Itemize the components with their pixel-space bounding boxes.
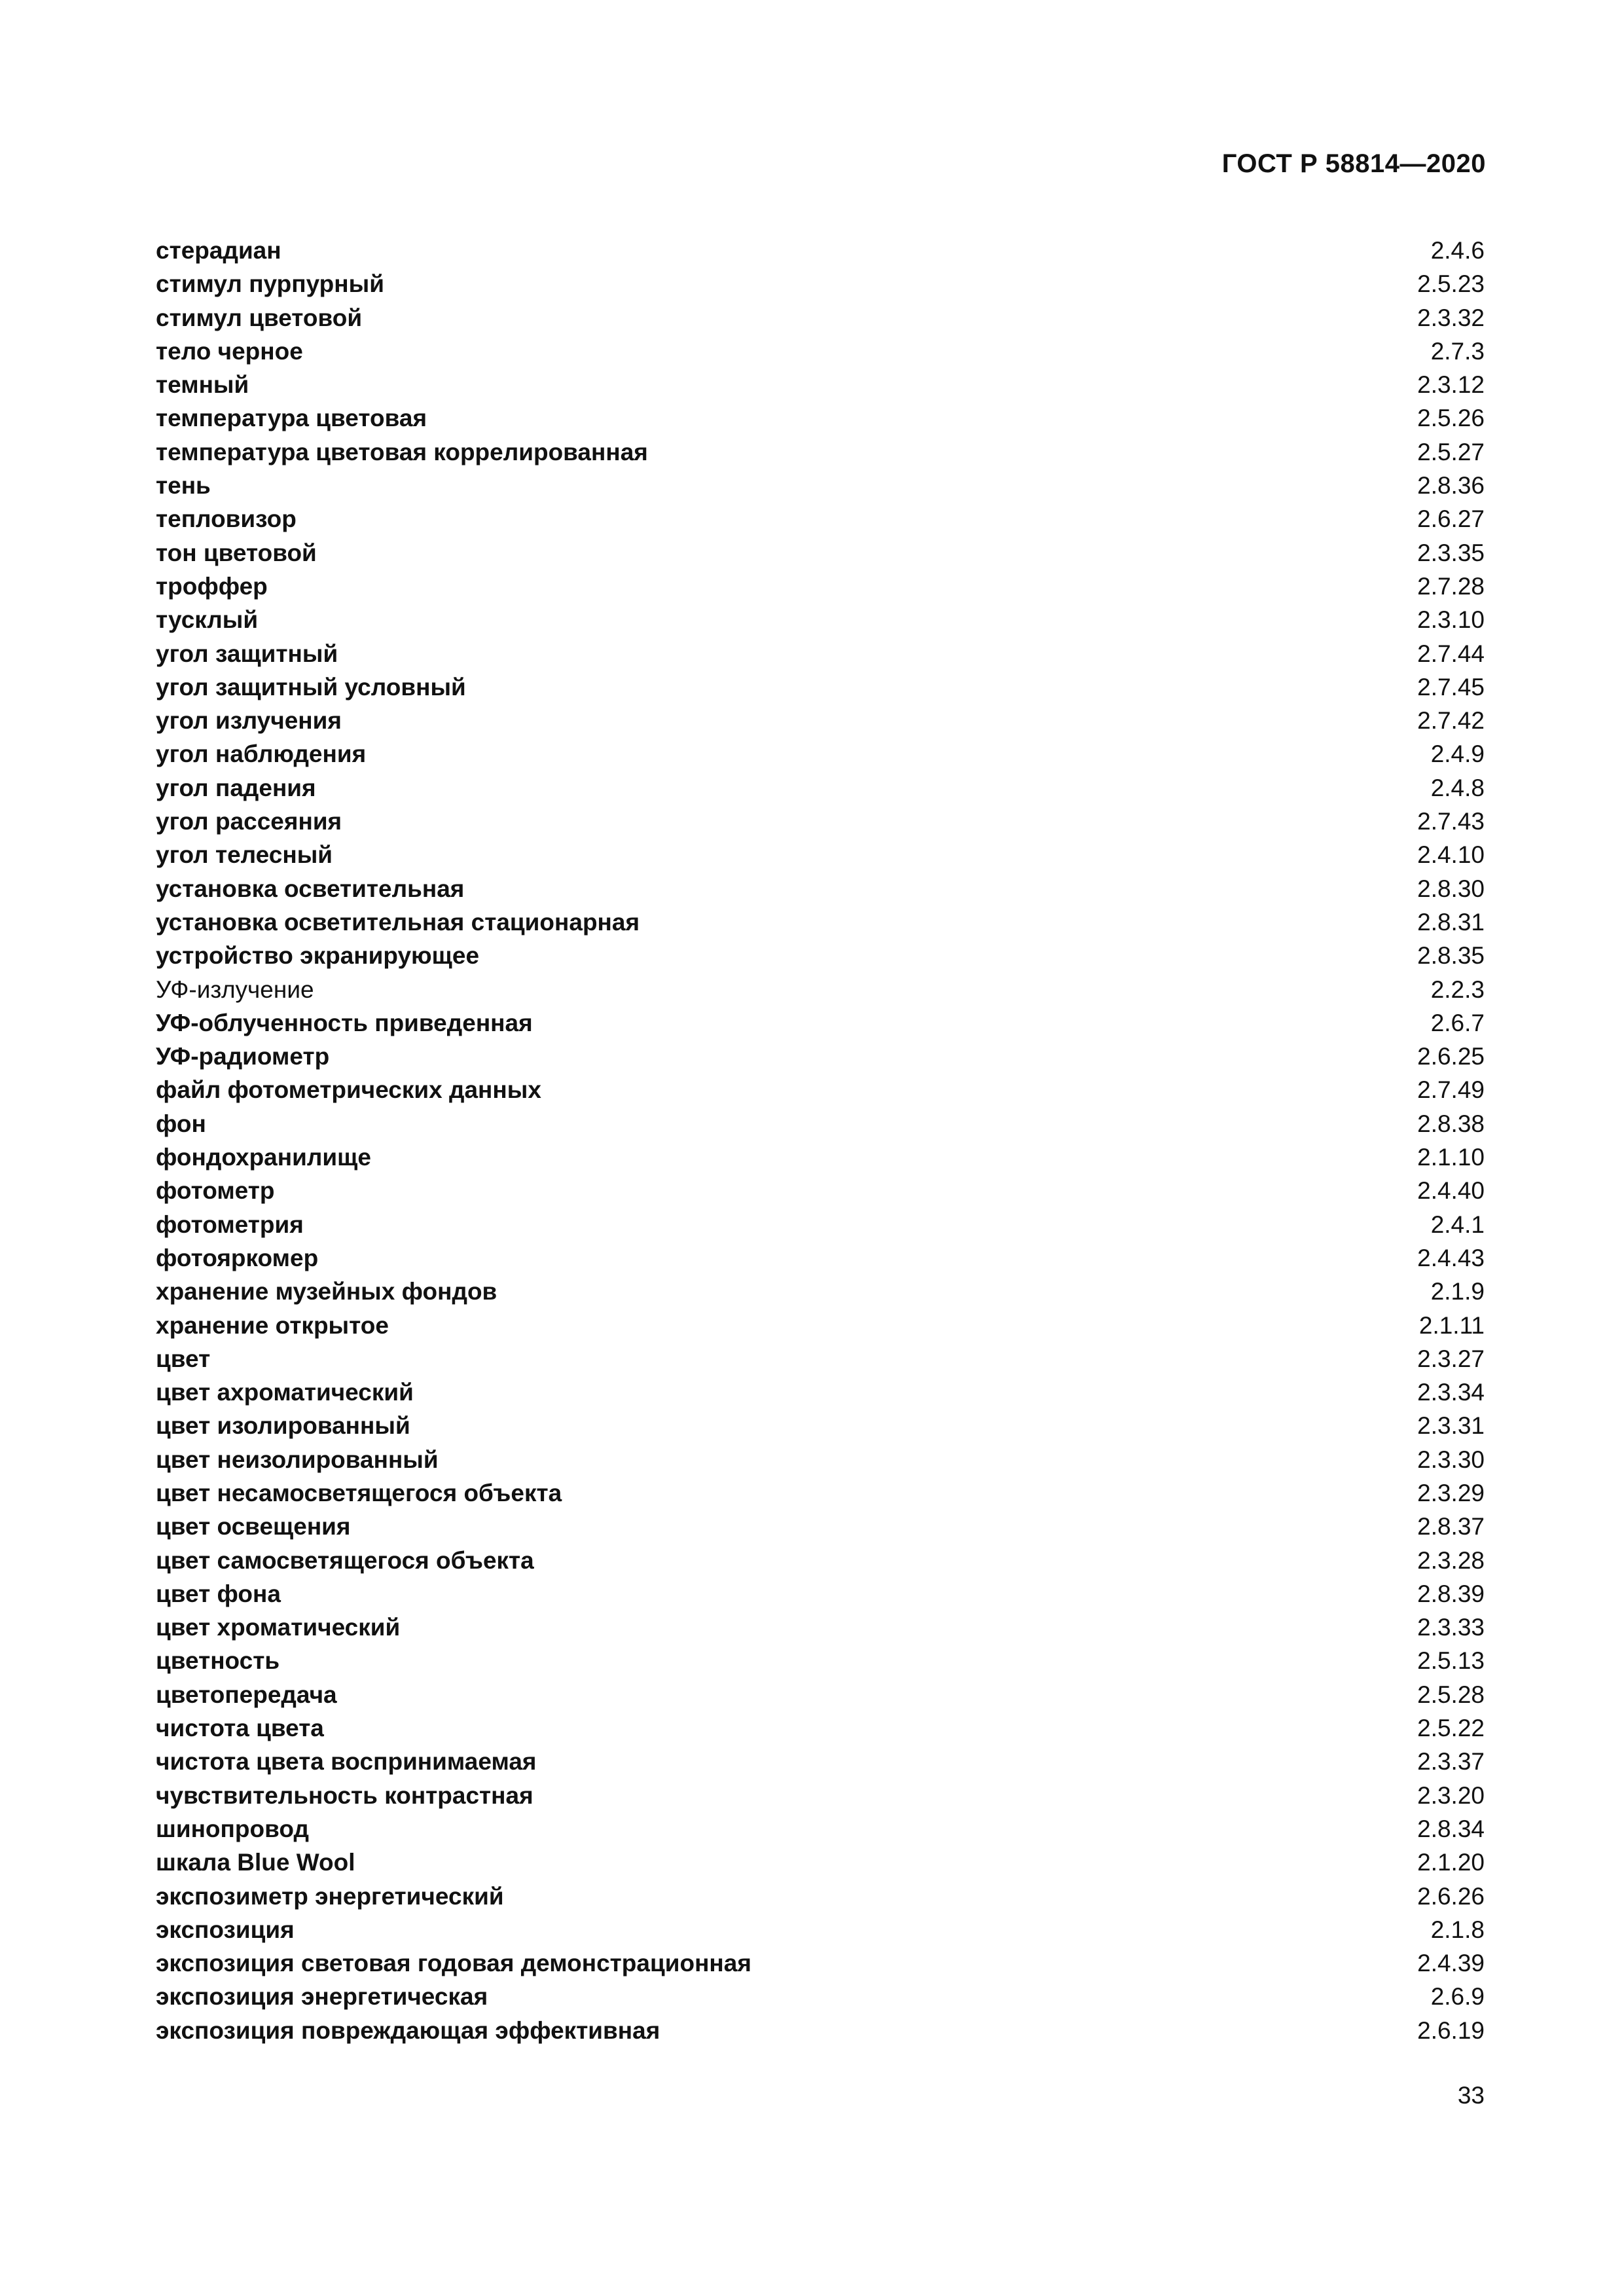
index-entry [156,1913,1485,1946]
index-entry [156,1107,1485,1140]
index-reference: 2.4.9 [1430,740,1485,768]
index-term: цвет освещения [156,1513,351,1540]
index-reference: 2.6.26 [1417,1882,1485,1910]
index-term: фотометрия [156,1211,304,1238]
index-reference: 2.3.20 [1417,1781,1485,1809]
index-term: тусклый [156,606,259,634]
index-term: фотояркомер [156,1244,319,1271]
index-reference: 2.8.36 [1417,472,1485,500]
index-reference: 2.1.8 [1430,1916,1485,1943]
index-reference: 2.8.39 [1417,1580,1485,1607]
index-term: УФ-облученность приведенная [156,1009,533,1036]
index-term: угол наблюдения [156,740,367,768]
term-index-list [156,234,1485,2047]
index-term: хранение открытое [156,1311,389,1339]
index-reference: 2.3.35 [1417,539,1485,566]
index-reference: 2.5.26 [1417,405,1485,432]
index-term: устройство экранирующее [156,942,480,970]
index-term: фотометр [156,1177,275,1205]
index-term: установка осветительная [156,875,465,902]
index-term: чистота цвета воспринимаемая [156,1748,537,1776]
index-entry [156,1544,1485,1577]
index-term: УФ-излучение [156,975,314,1003]
index-reference: 2.7.3 [1430,337,1485,365]
index-term: УФ-радиометр [156,1043,330,1070]
index-reference: 2.3.31 [1417,1412,1485,1440]
index-term: цвет изолированный [156,1412,410,1440]
index-reference: 2.4.40 [1417,1177,1485,1205]
index-entry [156,939,1485,972]
index-reference: 2.3.28 [1417,1546,1485,1574]
index-reference: 2.1.11 [1418,1311,1485,1339]
index-entry [156,1376,1485,1409]
index-entry [156,1745,1485,1778]
index-reference: 2.5.27 [1417,438,1485,465]
index-term: темный [156,371,249,399]
index-entry [156,301,1485,335]
index-term: фон [156,1110,206,1137]
index-reference: 2.3.27 [1417,1345,1485,1372]
index-entry [156,1510,1485,1543]
index-term: экспозиция [156,1916,295,1943]
index-entry [156,469,1485,502]
index-term: угол телесный [156,841,333,869]
index-term: стимул цветовой [156,304,363,331]
index-entry [156,1174,1485,1207]
index-reference: 2.7.42 [1417,707,1485,735]
index-entry [156,267,1485,301]
index-term: угол падения [156,774,316,801]
index-term: стимул пурпурный [156,270,384,298]
index-entry [156,536,1485,570]
index-reference: 2.5.22 [1417,1715,1485,1742]
index-entry [156,1140,1485,1174]
index-term: файл фотометрических данных [156,1076,541,1104]
index-entry [156,1611,1485,1644]
index-term: угол рассеяния [156,808,342,835]
index-term: троффер [156,572,268,600]
index-entry [156,2014,1485,2047]
index-reference: 2.6.9 [1430,1983,1485,2011]
index-reference: 2.4.43 [1417,1244,1485,1271]
index-entry [156,1577,1485,1611]
index-reference: 2.8.34 [1417,1815,1485,1842]
index-reference: 2.8.38 [1417,1110,1485,1137]
index-term: шкала Blue Wool [156,1849,355,1876]
index-reference: 2.6.7 [1430,1009,1485,1036]
index-term: стерадиан [156,237,281,264]
index-reference: 2.6.25 [1417,1043,1485,1070]
index-entry [156,872,1485,905]
index-reference: 2.4.8 [1430,774,1485,801]
index-entry [156,737,1485,771]
index-entry [156,637,1485,670]
index-entry [156,805,1485,838]
index-term: фондохранилище [156,1144,371,1171]
index-entry [156,401,1485,435]
index-entry [156,1241,1485,1275]
index-reference: 2.7.49 [1417,1076,1485,1104]
index-entry [156,1073,1485,1106]
index-reference: 2.8.37 [1417,1513,1485,1540]
index-term: шинопровод [156,1815,309,1842]
index-entry [156,1275,1485,1308]
index-reference: 2.4.10 [1417,841,1485,869]
index-term: цвет неизолированный [156,1446,439,1473]
index-term: цвет несамосветящегося объекта [156,1479,562,1506]
index-reference: 2.6.27 [1417,505,1485,533]
index-entry [156,1208,1485,1241]
index-entry [156,1946,1485,1980]
index-entry [156,1644,1485,1677]
index-entry [156,1309,1485,1342]
index-entry [156,838,1485,871]
index-entry [156,1779,1485,1812]
index-term: экспозиметр энергетический [156,1882,504,1910]
index-reference: 2.1.10 [1417,1144,1485,1171]
index-term: цветопередача [156,1681,337,1708]
index-term: угол излучения [156,707,342,735]
index-entry [156,1342,1485,1376]
index-reference: 2.8.30 [1417,875,1485,902]
index-entry [156,1980,1485,2013]
index-entry [156,1409,1485,1442]
document-header: ГОСТ Р 58814—2020 [1221,149,1486,178]
index-reference: 2.1.9 [1430,1278,1485,1305]
index-entry [156,335,1485,368]
index-reference: 2.4.1 [1430,1211,1485,1238]
index-term: цвет ахроматический [156,1379,414,1406]
page-number: 33 [1457,2082,1485,2109]
index-entry [156,435,1485,469]
index-term: цвет [156,1345,211,1372]
index-reference: 2.8.35 [1417,942,1485,970]
index-term: хранение музейных фондов [156,1278,497,1305]
index-term: экспозиция повреждающая эффективная [156,2016,660,2044]
index-term: цвет фона [156,1580,281,1607]
index-term: экспозиция световая годовая демонстрационная [156,1950,751,1977]
index-entry [156,1812,1485,1846]
index-term: экспозиция энергетическая [156,1983,488,2011]
index-reference: 2.4.39 [1417,1950,1485,1977]
index-reference: 2.3.33 [1417,1614,1485,1641]
index-entry [156,1443,1485,1476]
index-entry [156,1006,1485,1040]
index-reference: 2.8.31 [1417,908,1485,936]
index-entry [156,973,1485,1006]
index-entry [156,368,1485,401]
index-term: чувствительность контрастная [156,1781,533,1809]
index-entry [156,1040,1485,1073]
index-reference: 2.2.3 [1430,975,1485,1003]
index-reference: 2.3.32 [1417,304,1485,331]
index-entry [156,670,1485,704]
index-reference: 2.7.44 [1417,640,1485,667]
index-reference: 2.3.10 [1417,606,1485,634]
index-reference: 2.3.37 [1417,1748,1485,1776]
index-reference: 2.5.28 [1417,1681,1485,1708]
index-entry [156,603,1485,636]
index-reference: 2.5.23 [1417,270,1485,298]
index-term: угол защитный условный [156,673,466,701]
index-term: цвет хроматический [156,1614,401,1641]
index-term: цвет самосветящегося объекта [156,1546,534,1574]
index-entry [156,1711,1485,1745]
index-reference: 2.3.30 [1417,1446,1485,1473]
index-entry [156,570,1485,603]
index-reference: 2.1.20 [1417,1849,1485,1876]
index-term: цветность [156,1647,280,1675]
index-entry [156,1846,1485,1879]
index-entry [156,1678,1485,1711]
index-term: чистота цвета [156,1715,324,1742]
index-term: тень [156,472,211,500]
index-term: установка осветительная стационарная [156,908,640,936]
index-term: угол защитный [156,640,338,667]
index-term: тело черное [156,337,303,365]
index-term: тепловизор [156,505,297,533]
index-term: тон цветовой [156,539,317,566]
index-entry [156,502,1485,536]
index-reference: 2.7.28 [1417,572,1485,600]
index-entry [156,1476,1485,1510]
index-entry [156,1880,1485,1913]
index-reference: 2.3.34 [1417,1379,1485,1406]
index-reference: 2.3.29 [1417,1479,1485,1506]
index-entry [156,704,1485,737]
index-reference: 2.4.6 [1430,237,1485,264]
index-entry [156,771,1485,805]
index-reference: 2.7.45 [1417,673,1485,701]
index-reference: 2.3.12 [1417,371,1485,399]
index-entry [156,905,1485,939]
index-term: температура цветовая коррелированная [156,438,648,465]
index-reference: 2.7.43 [1417,808,1485,835]
index-reference: 2.6.19 [1417,2016,1485,2044]
index-term: температура цветовая [156,405,427,432]
index-reference: 2.5.13 [1417,1647,1485,1675]
index-entry [156,234,1485,267]
